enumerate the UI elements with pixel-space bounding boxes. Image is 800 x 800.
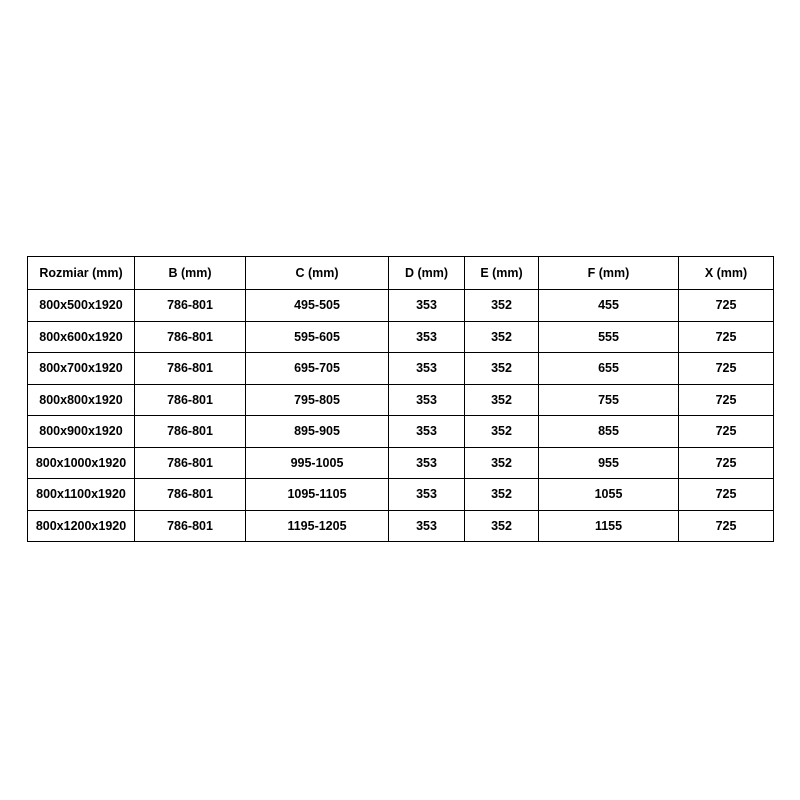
column-header-size: Rozmiar (mm) [28, 257, 135, 290]
cell-c: 995-1005 [246, 447, 389, 479]
dimensions-table [27, 256, 774, 542]
cell-f: 555 [539, 321, 679, 353]
column-header-f: F (mm) [539, 257, 679, 290]
column-header-d: D (mm) [389, 257, 465, 290]
cell-d: 353 [389, 416, 465, 448]
cell-b: 786-801 [135, 290, 246, 322]
cell-d: 353 [389, 510, 465, 542]
cell-e: 352 [465, 384, 539, 416]
cell-f: 655 [539, 353, 679, 385]
cell-b: 786-801 [135, 479, 246, 511]
cell-b: 786-801 [135, 416, 246, 448]
cell-size: 800x700x1920 [28, 353, 135, 385]
table-row [28, 416, 774, 448]
cell-x: 725 [679, 479, 774, 511]
table-row [28, 290, 774, 322]
cell-f: 1055 [539, 479, 679, 511]
table-row [28, 479, 774, 511]
cell-c: 695-705 [246, 353, 389, 385]
cell-b: 786-801 [135, 321, 246, 353]
cell-c: 595-605 [246, 321, 389, 353]
cell-x: 725 [679, 353, 774, 385]
column-header-c: C (mm) [246, 257, 389, 290]
cell-d: 353 [389, 447, 465, 479]
cell-size: 800x1200x1920 [28, 510, 135, 542]
column-header-b: B (mm) [135, 257, 246, 290]
cell-size: 800x1100x1920 [28, 479, 135, 511]
cell-x: 725 [679, 290, 774, 322]
cell-d: 353 [389, 353, 465, 385]
cell-c: 1195-1205 [246, 510, 389, 542]
table-row [28, 384, 774, 416]
cell-e: 352 [465, 321, 539, 353]
cell-c: 495-505 [246, 290, 389, 322]
cell-x: 725 [679, 510, 774, 542]
cell-e: 352 [465, 353, 539, 385]
cell-d: 353 [389, 384, 465, 416]
cell-b: 786-801 [135, 353, 246, 385]
cell-d: 353 [389, 290, 465, 322]
cell-x: 725 [679, 447, 774, 479]
cell-f: 1155 [539, 510, 679, 542]
cell-e: 352 [465, 479, 539, 511]
cell-e: 352 [465, 447, 539, 479]
cell-c: 1095-1105 [246, 479, 389, 511]
cell-d: 353 [389, 479, 465, 511]
cell-size: 800x800x1920 [28, 384, 135, 416]
cell-f: 955 [539, 447, 679, 479]
cell-d: 353 [389, 321, 465, 353]
cell-e: 352 [465, 290, 539, 322]
cell-f: 755 [539, 384, 679, 416]
column-header-e: E (mm) [465, 257, 539, 290]
cell-c: 895-905 [246, 416, 389, 448]
cell-b: 786-801 [135, 510, 246, 542]
cell-f: 855 [539, 416, 679, 448]
cell-size: 800x600x1920 [28, 321, 135, 353]
table-row [28, 353, 774, 385]
cell-size: 800x1000x1920 [28, 447, 135, 479]
cell-b: 786-801 [135, 384, 246, 416]
cell-b: 786-801 [135, 447, 246, 479]
table-row [28, 321, 774, 353]
table-header-row [28, 257, 774, 290]
cell-c: 795-805 [246, 384, 389, 416]
cell-x: 725 [679, 321, 774, 353]
table-row [28, 447, 774, 479]
table-row [28, 510, 774, 542]
cell-e: 352 [465, 510, 539, 542]
cell-size: 800x500x1920 [28, 290, 135, 322]
dimensions-table-container [27, 256, 773, 542]
cell-x: 725 [679, 384, 774, 416]
cell-size: 800x900x1920 [28, 416, 135, 448]
column-header-x: X (mm) [679, 257, 774, 290]
cell-e: 352 [465, 416, 539, 448]
cell-f: 455 [539, 290, 679, 322]
cell-x: 725 [679, 416, 774, 448]
